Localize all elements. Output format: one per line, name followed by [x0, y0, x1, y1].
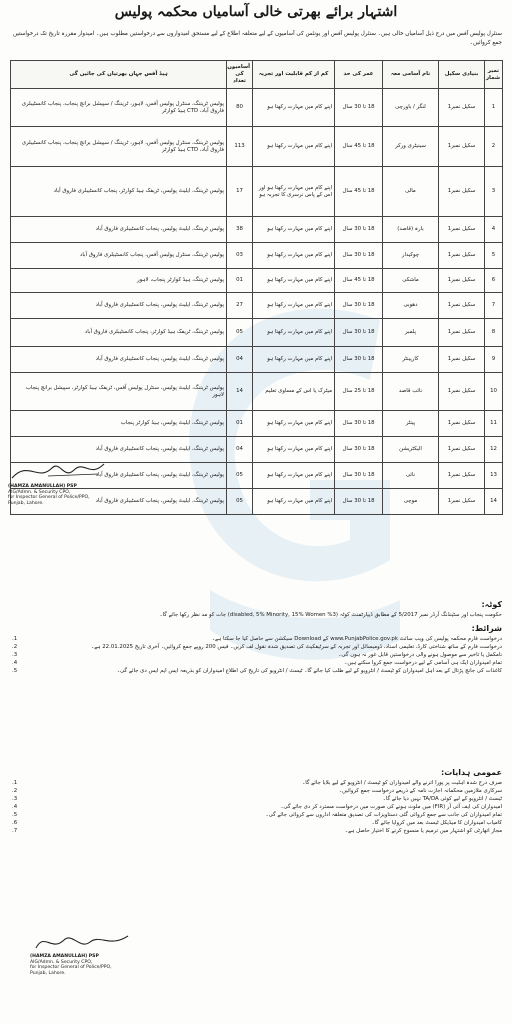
cell-count: 14 — [227, 373, 253, 411]
vacancy-table-body — [11, 89, 503, 515]
cell-offices: پولیس ٹریننگ، سنٹرل پولیس آفس، پنجاب کانسٹیبلری فاروق آباد — [11, 243, 227, 269]
cell-offices: پولیس ٹریننگ، سنٹرل پولیس آفس، لاہور، ٹریننگ / سپیشل برانچ پنجاب، پنجاب کانسٹیبلری فاروق آباد، CTD ہیڈ کوارٹر — [11, 89, 227, 127]
quota-text: حکومت پنجاب اور سٹینڈنگ آرڈر نمبر 5/2017 کے مطابق ڈیپارٹمنٹ کوٹہ (3% disabled, 5% Minority, 15% Women) جات کو مد نظر رکھا جائے گا۔ — [159, 612, 502, 618]
cell-qualification: اپنے کام میں مہارت رکھتا ہو — [253, 347, 335, 373]
condition-item-text: نامکمل یا تاخیر سے موصول ہونے والی درخواستیں قابل غور نہ ہوں گی۔ — [338, 652, 502, 658]
instruction-item — [10, 811, 502, 819]
cell-scale: سکیل نمبر1 — [439, 319, 485, 347]
instructions-heading: عمومی ہدایات: — [441, 768, 502, 777]
cell-post: نائب قاصد — [383, 373, 439, 411]
signatory-bottom-line2: for Inspector General of Police/PPO, — [30, 965, 112, 971]
table-row — [11, 411, 503, 437]
cell-serial: 8 — [485, 319, 503, 347]
cell-age: 18 تا 30 سال — [335, 319, 383, 347]
quota-heading: کوٹہ: — [481, 600, 502, 609]
cell-count: 05 — [227, 319, 253, 347]
cell-post: پلمبر — [383, 319, 439, 347]
cell-post: پینٹر — [383, 411, 439, 437]
instruction-item — [10, 787, 502, 795]
cell-scale: سکیل نمبر1 — [439, 89, 485, 127]
cell-offices: پولیس ٹریننگ، ایلیٹ پولیس، پنجاب کانسٹیبلری فاروق آباد — [11, 463, 227, 489]
cell-scale: سکیل نمبر1 — [439, 489, 485, 515]
signatory-name: (HAMZA AMANULLAH) PSP — [8, 484, 77, 489]
table-row — [11, 127, 503, 167]
signatory-bottom-line1: AIG/Admn. & Security CPO, — [30, 959, 93, 965]
condition-item-number: 3. — [12, 652, 18, 658]
table-row — [11, 373, 503, 411]
cell-scale: سکیل نمبر1 — [439, 217, 485, 243]
page-title: اشتہار برائے بھرتی خالی آسامیاں محکمہ پولیس — [114, 4, 398, 20]
cell-qualification: اپنے کام میں مہارت رکھتا ہو — [253, 293, 335, 319]
intro-text: سنٹرل پولیس آفس میں درج ذیل آسامیاں خالی ہیں۔ سنٹرل پولیس آفس اور یونٹس کی آسامیوں کے لیے متعلقہ اطلاع کے لیے مستحق امیدواروں سے درخواستیں مطلوب ہیں۔ امیدوار مقررہ تاریخ تک درخواستیں جمع کروائیں۔ — [13, 31, 502, 46]
quota-section — [10, 600, 502, 619]
handwritten-signature-bottom-icon — [30, 930, 140, 954]
condition-item — [10, 651, 502, 659]
cell-post: ماشکی — [383, 269, 439, 293]
table-header-row — [11, 61, 503, 89]
cell-offices: پولیس ٹریننگ، ایلیٹ پولیس، پنجاب کانسٹیبلری فاروق آباد — [11, 347, 227, 373]
cell-serial: 2 — [485, 127, 503, 167]
condition-item-number: 4. — [12, 660, 18, 666]
condition-item-text: کاغذات کی جانچ پڑتال کے بعد اہل امیدواران کو ٹیسٹ / انٹرویو کے لیے طلب کیا جائے گا۔ ٹیسٹ / انٹرویو کی تاریخ کی اطلاع امیدواران کو بذریعہ ایس ایم ایس دی جائے گی۔ — [116, 668, 502, 674]
cell-qualification: اپنے کام میں مہارت رکھتا ہو — [253, 463, 335, 489]
condition-item-text: درخواست فارم محکمہ پولیس کی ویب سائٹ www.PunjabPolice.gov.pk کے Download سیکشن سے حاصل کیا جا سکتا ہے۔ — [211, 636, 502, 642]
cell-qualification: اپنے کام میں مہارت رکھتا ہو — [253, 269, 335, 293]
cell-post: مالی — [383, 167, 439, 217]
cell-age: 18 تا 30 سال — [335, 243, 383, 269]
cell-scale: سکیل نمبر1 — [439, 243, 485, 269]
instruction-item-number: 4. — [12, 804, 18, 810]
cell-age: 18 تا 45 سال — [335, 167, 383, 217]
cell-qualification: اپنے کام میں مہارت رکھتا ہو — [253, 89, 335, 127]
cell-scale: سکیل نمبر1 — [439, 373, 485, 411]
cell-count: 04 — [227, 437, 253, 463]
signature-block-bottom — [30, 930, 148, 982]
cell-qualification: اپنے کام میں مہارت رکھتا ہو — [253, 437, 335, 463]
instructions-section — [10, 768, 502, 835]
cell-count: 27 — [227, 293, 253, 319]
condition-item-number: 2. — [12, 644, 18, 650]
cell-qualification: اپنے کام میں مہارت رکھتا ہو — [253, 489, 335, 515]
cell-age: 18 تا 30 سال — [335, 293, 383, 319]
instruction-item-number: 2. — [12, 788, 18, 794]
signature-block-mid — [8, 456, 126, 508]
table-row — [11, 167, 503, 217]
cell-serial: 9 — [485, 347, 503, 373]
cell-offices: پولیس ٹریننگ، ٹریفک ہیڈ کوارٹر، پنجاب کانسٹیبلری فاروق آباد — [11, 319, 227, 347]
cell-qualification: اپنے کام میں مہارت رکھتا ہو — [253, 411, 335, 437]
signatory-line3: Punjab, Lahore. — [8, 500, 44, 506]
cell-age: 18 تا 30 سال — [335, 437, 383, 463]
conditions-section — [10, 624, 502, 675]
instruction-item — [10, 819, 502, 827]
instruction-item-number: 7. — [12, 828, 18, 834]
cell-post: دھوبی — [383, 293, 439, 319]
col-header-age: عمر کی حد — [335, 61, 383, 89]
cell-offices: پولیس ٹریننگ، سنٹرل پولیس آفس، لاہور، ٹریننگ / سپیشل برانچ پنجاب، پنجاب کانسٹیبلری فاروق آباد، CTD ہیڈ کوارٹر — [11, 127, 227, 167]
cell-post: موچی — [383, 489, 439, 515]
instruction-item-number: 6. — [12, 820, 18, 826]
instruction-item-number: 1. — [12, 780, 18, 786]
cell-scale: سکیل نمبر1 — [439, 347, 485, 373]
cell-offices: پولیس ٹریننگ، ایلیٹ پولیس، پنجاب کانسٹیبلری فاروق آباد — [11, 437, 227, 463]
cell-count: 01 — [227, 269, 253, 293]
vacancy-table — [10, 60, 503, 515]
cell-serial: 12 — [485, 437, 503, 463]
cell-offices: پولیس ٹریننگ، ایلیٹ پولیس، ہیڈ کوارٹر پنجاب — [11, 411, 227, 437]
cell-scale: سکیل نمبر1 — [439, 411, 485, 437]
cell-serial: 1 — [485, 89, 503, 127]
cell-scale: سکیل نمبر1 — [439, 127, 485, 167]
cell-serial: 5 — [485, 243, 503, 269]
table-row — [11, 293, 503, 319]
instruction-item-text: ٹیسٹ / انٹرویو کے لیے کوئی TA/DA نہیں دیا جائے گا۔ — [382, 796, 502, 802]
instruction-item — [10, 779, 502, 787]
cell-count: 113 — [227, 127, 253, 167]
cell-post: سینیٹری ورکر — [383, 127, 439, 167]
cell-age: 18 تا 45 سال — [335, 127, 383, 167]
signatory-bottom-line3: Punjab, Lahore. — [30, 970, 66, 976]
instruction-item-number: 3. — [12, 796, 18, 802]
cell-offices: پولیس ٹریننگ، ایلیٹ پولیس، سنٹرل پولیس آفس، ٹریفک ہیڈ کوارٹر، سپیشل برانچ پنجاب لاہور — [11, 373, 227, 411]
instruction-item — [10, 803, 502, 811]
instruction-item-text: صرف درج شدہ اہلیت پر پورا اترنے والے امیدواران کو ٹیسٹ / انٹرویو کے لیے بلایا جائے گا۔ — [302, 780, 502, 786]
condition-item — [10, 659, 502, 667]
col-header-serial: نمبر شمار — [485, 61, 503, 89]
instruction-item-text: امیدواران کی ایف آئی آر (FIR) میں ملوث ہونے کی صورت میں درخواست مسترد کر دی جائے گی۔ — [280, 804, 502, 810]
cell-count: 17 — [227, 167, 253, 217]
cell-serial: 10 — [485, 373, 503, 411]
cell-offices: پولیس ٹریننگ، ایلیٹ پولیس، پنجاب کانسٹیبلری فاروق آباد — [11, 217, 227, 243]
cell-post: لنگر / باورچی — [383, 89, 439, 127]
cell-offices: پولیس ٹریننگ، ہیڈ کوارٹر پنجاب، لاہور — [11, 269, 227, 293]
table-row — [11, 217, 503, 243]
condition-item — [10, 635, 502, 643]
col-header-offices: ہیڈ آفس جہاں بھرتیاں کی جائیں گی — [11, 61, 227, 89]
col-header-post: نام آسامی معہ — [383, 61, 439, 89]
cell-count: 38 — [227, 217, 253, 243]
cell-age: 18 تا 30 سال — [335, 217, 383, 243]
instruction-item-text: کامیاب امیدواران کا میڈیکل ٹیسٹ بعد میں کروایا جائے گا۔ — [371, 820, 502, 826]
table-row — [11, 89, 503, 127]
condition-item — [10, 667, 502, 675]
cell-offices: پولیس ٹریننگ، ایلیٹ پولیس، ٹریفک ہیڈ کوارٹر، پنجاب کانسٹیبلری فاروق آباد — [11, 167, 227, 217]
cell-post: بارہ (قاصد) — [383, 217, 439, 243]
conditions-heading: شرائط: — [471, 624, 502, 633]
cell-age: 18 تا 45 سال — [335, 269, 383, 293]
cell-age: 18 تا 30 سال — [335, 89, 383, 127]
cell-serial: 14 — [485, 489, 503, 515]
instructions-list — [10, 779, 502, 835]
cell-scale: سکیل نمبر1 — [439, 167, 485, 217]
instruction-item-text: سرکاری ملازمین محکمانہ اجازت نامہ کے ذریعے درخواست جمع کروائیں۔ — [338, 788, 502, 794]
cell-serial: 6 — [485, 269, 503, 293]
cell-count: 01 — [227, 411, 253, 437]
cell-qualification: اپنے کام میں مہارت رکھتا ہو اور اس کے پاس نرسری کا تجربہ ہو — [253, 167, 335, 217]
cell-scale: سکیل نمبر1 — [439, 293, 485, 319]
condition-item — [10, 643, 502, 651]
cell-offices: پولیس ٹریننگ، ایلیٹ پولیس، پنجاب کانسٹیبلری فاروق آباد — [11, 489, 227, 515]
cell-age: 18 تا 30 سال — [335, 347, 383, 373]
cell-scale: سکیل نمبر1 — [439, 437, 485, 463]
cell-scale: سکیل نمبر1 — [439, 463, 485, 489]
instruction-item — [10, 795, 502, 803]
cell-serial: 3 — [485, 167, 503, 217]
instruction-item-number: 5. — [12, 812, 18, 818]
col-header-scale: بنیادی سکیل — [439, 61, 485, 89]
cell-scale: سکیل نمبر1 — [439, 269, 485, 293]
cell-offices: پولیس ٹریننگ، ایلیٹ پولیس، پنجاب کانسٹیبلری فاروق آباد — [11, 293, 227, 319]
cell-qualification: اپنے کام میں مہارت رکھتا ہو — [253, 243, 335, 269]
handwritten-signature-icon — [8, 456, 118, 484]
cell-age: 18 تا 25 سال — [335, 373, 383, 411]
condition-item-text: درخواست فارم کے ساتھ شناختی کارڈ، تعلیمی اسناد، ڈومیسائل اور تجربہ کے سرٹیفکیٹ کی تصدیق شدہ نقول لف کریں۔ فیس 200 روپے جمع کروائیں۔ آخری تاریخ 22.01.2025 ہے۔ — [91, 644, 502, 650]
condition-item-text: تمام امیدواران ایک ہی آسامی کے لیے درخواست جمع کروا سکتے ہیں۔ — [344, 660, 502, 666]
cell-post: الیکٹریشن — [383, 437, 439, 463]
cell-count: 04 — [227, 347, 253, 373]
condition-item-number: 5. — [12, 668, 18, 674]
cell-serial: 11 — [485, 411, 503, 437]
col-header-qualification: کم از کم قابلیت اور تجربہ — [253, 61, 335, 89]
cell-age: 18 تا 30 سال — [335, 463, 383, 489]
cell-serial: 4 — [485, 217, 503, 243]
cell-count: 03 — [227, 243, 253, 269]
table-row — [11, 319, 503, 347]
cell-count: 80 — [227, 89, 253, 127]
cell-qualification: میٹرک یا اس کے مساوی تعلیم — [253, 373, 335, 411]
table-row — [11, 347, 503, 373]
instruction-item-text: تمام امیدواران کی جانب سے جمع کروائی گئی دستاویزات کی تصدیق متعلقہ اداروں سے کروائی جائے گی۔ — [265, 812, 502, 818]
instruction-item-text: مجاز اتھارٹی کو اشتہار میں ترمیم یا منسوخ کرنے کا اختیار حاصل ہے۔ — [344, 828, 502, 834]
signatory-name-bottom: (HAMZA AMANULLAH) PSP — [30, 954, 99, 959]
cell-count: 05 — [227, 489, 253, 515]
cell-age: 18 تا 30 سال — [335, 489, 383, 515]
table-row — [11, 243, 503, 269]
table-row — [11, 269, 503, 293]
cell-qualification: اپنے کام میں مہارت رکھتا ہو — [253, 319, 335, 347]
cell-qualification: اپنے کام میں مہارت رکھتا ہو — [253, 217, 335, 243]
cell-serial: 13 — [485, 463, 503, 489]
cell-post: کارپینٹر — [383, 347, 439, 373]
signatory-line2: for Inspector General of Police/PPO, — [8, 495, 90, 501]
cell-age: 18 تا 30 سال — [335, 411, 383, 437]
cell-count: 05 — [227, 463, 253, 489]
condition-item-number: 1. — [12, 636, 18, 642]
cell-post: نائی — [383, 463, 439, 489]
cell-serial: 7 — [485, 293, 503, 319]
conditions-list — [10, 635, 502, 675]
instruction-item — [10, 827, 502, 835]
signatory-line1: AIG/Admn. & Security CPO, — [8, 489, 71, 495]
cell-post: چوکیدار — [383, 243, 439, 269]
cell-qualification: اپنے کام میں مہارت رکھتا ہو — [253, 127, 335, 167]
col-header-count: آسامیوں کی تعداد — [227, 61, 253, 89]
